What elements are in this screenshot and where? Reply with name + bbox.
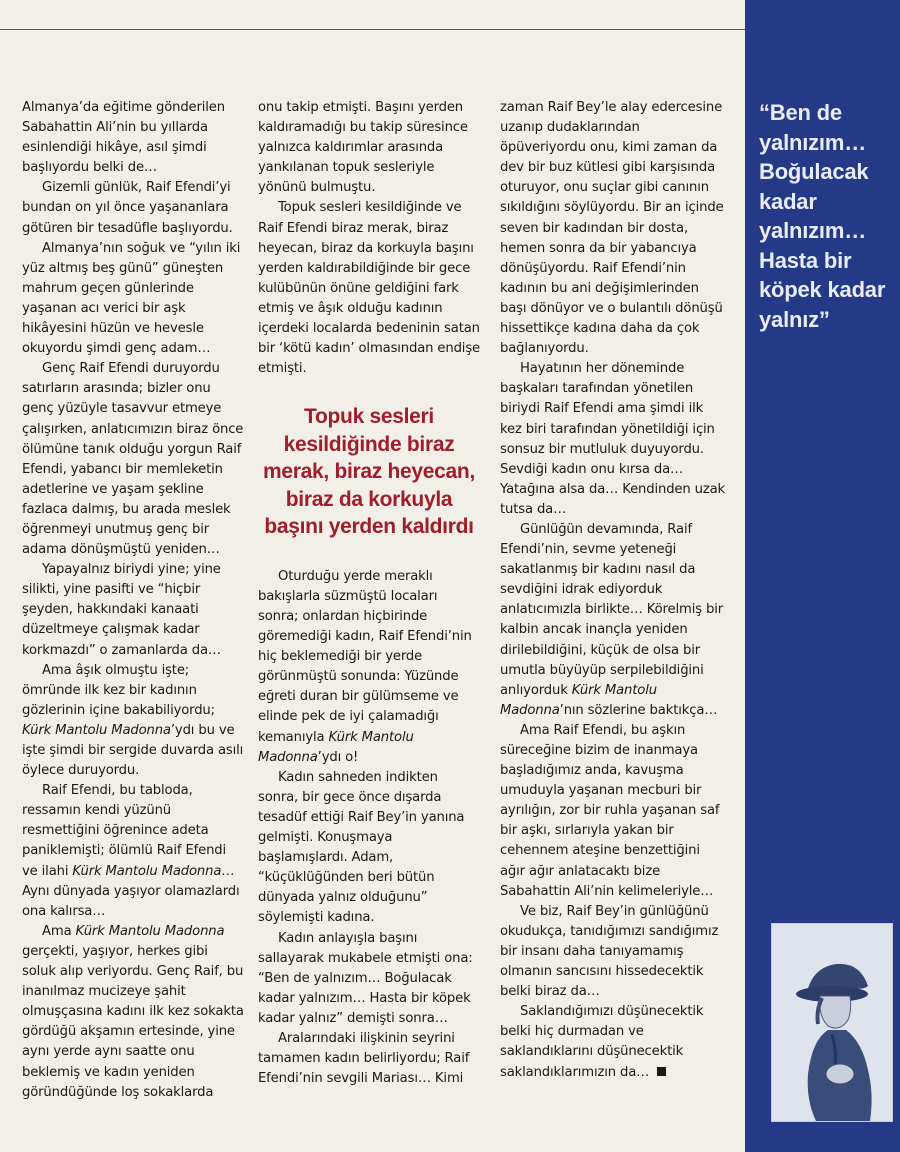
article-column-3 bbox=[500, 98, 726, 1083]
end-mark-icon bbox=[657, 1067, 666, 1076]
column-2-bottom bbox=[258, 567, 480, 1089]
article-paragraph: Aralarındaki ilişkinin seyrini tamamen kadın belirliyordu; Raif Efendi’nin sevgili Mariası… Kimi bbox=[258, 1030, 470, 1087]
article-paragraph: Almanya’nın soğuk ve “yılın iki yüz altmış beş günü” güneşten mahrum geçen günlerinde yaşanan acı verici bir aşk hikâyesini hüzün ve hevesle okuyordu şimdi genç adam… bbox=[22, 240, 241, 357]
column-2-top bbox=[258, 98, 480, 379]
article-paragraph: onu takip etmişti. Başını yerden kaldıramadığı bu takip süresince yalnızca kaldırımlar arasında yankılanan topuk sesleriyle yönünü bulmuştu. bbox=[258, 100, 468, 196]
article-paragraph: Oturduğu yerde meraklı bakışlarla süzmüştü locaları sonra; onlardan hiçbirinde göremediği kadın, Raif Efendi’nin hiç beklemediği bir yerde görünmüştü sonunda: Yüzünde eğreti duran bir gülümseme ve elinde pek de iyi çalamadığı kemanıyla Kürk Mantolu Madonna’ydı o! bbox=[258, 568, 472, 765]
portrait-illustration bbox=[771, 923, 893, 1122]
article-paragraph: Ama âşık olmuştu işte; ömründe ilk kez bir kadının gözlerinin içine bakabiliyordu; Kürk Mantolu Madonna’ydı bu ve işte şimdi bir sergide duvarda asılı öylece duruyordu. bbox=[22, 662, 244, 779]
article-paragraph: Almanya’da eğitime gönderilen Sabahattin Ali’nin bu yıllarda esinlendiği hikâye, asıl şimdi başlıyordu belki de… bbox=[22, 100, 225, 176]
pull-quote: Topuk sesleri kesildiğinde biraz merak, biraz heyecan, biraz da korkuyla başını yerden kaldırdı bbox=[263, 405, 475, 539]
article-paragraph: Günlüğün devamında, Raif Efendi’nin, sevme yeteneği sakatlanmış bir kadını nasıl da sevdiğini idrak ediyorduk anlatıcımızla birlikte… Körelmiş bir kalbin ancak inançla yeniden dirilebildiğini, küçük de olsa bir umutla büyüyüp serpilebildiğini anlıyorduk Kürk Mantolu Madonna’nın sözlerine baktıkça… bbox=[500, 521, 723, 718]
woman-in-hat-icon bbox=[772, 924, 892, 1121]
article-paragraph: Ve biz, Raif Bey’in günlüğünü okudukça, tanıdığımızı sandığımız bir insanı daha tanıyamamış olmanın sancısını hissedecektik belki biraz da… bbox=[500, 903, 719, 1000]
article-paragraph: Raif Efendi, bu tabloda, ressamın kendi yüzünü resmettiğini öğrenince adeta paniklemişti; ölümlü Raif Efendi ve ilahi Kürk Mantolu Madonna… Aynı dünyada yaşıyor olamazlardı ona kalırsa… bbox=[22, 783, 240, 919]
book-title: Kürk Mantolu Madonna bbox=[258, 729, 414, 765]
article-paragraph: Yapayalnız biriydi yine; yine silikti, yine pasifti ve “hiçbir şeyden, hakkındaki kanaati düzeltmeye çalışmak kadar korkmazdı” o zamanlarda da… bbox=[22, 562, 221, 658]
article-column-1 bbox=[22, 98, 244, 1103]
book-title: Kürk Mantolu Madonna bbox=[75, 923, 225, 939]
article-paragraph: Topuk sesleri kesildiğinde ve Raif Efendi biraz merak, biraz heyecan, biraz da korkuyla başını yerden kaldırabildiğinde bir gece kulübünün önüne geldiğini fark etmiş ve âşık olduğu kadının içerdeki localarda bedeninin satan bir ‘kötü kadın’ olmasından endişe etmişti. bbox=[258, 200, 481, 377]
book-title: Kürk Mantolu Madonna bbox=[500, 682, 657, 718]
book-title: Kürk Mantolu Madonna bbox=[22, 722, 171, 738]
article-paragraph: Ama Kürk Mantolu Madonna gerçekti, yaşıyor, herkes gibi soluk alıp veriyordu. Genç Raif, bu inanılmaz mucizeye şahit olmuşçasına kadını ilk kez sokakta gördüğü akşamın ertesinde, yine aynı yerde aynı saatte onu beklemiş ve kadın yeniden göründüğünde loş sokaklarda bbox=[22, 923, 244, 1100]
sidebar-quote: “Ben de yalnızım… Boğulacak kadar yalnızım… Hasta bir köpek kadar yalnız” bbox=[759, 100, 886, 332]
book-title: Kürk Mantolu Madonna bbox=[72, 863, 222, 879]
article-paragraph: Kadın sahneden indikten sonra, bir gece önce dışarda tesadüf ettiği Raif Bey’in yanına gelmişti. Konuşmaya başlamışlardı. Adam, “küçüklüğünden beri bütün dünyada yalnız olduğunu” söylemişti kadına. bbox=[258, 769, 465, 926]
article-paragraph: Kadın anlayışla başını sallayarak mukabele etmişti ona: “Ben de yalnızım… Boğulacak kadar yalnızım… Hasta bir köpek kadar yalnız” demişti sonra… bbox=[258, 930, 473, 1026]
article-paragraph: Hayatının her döneminde başkaları tarafından yönetilen biriydi Raif Efendi ama şimdi ilk kez biri tarafından yönetildiği için sonsuz bir mutluluk duyuyordu. Sevdiği kadın onu kırsa da… Yatağına alsa da… Kendinden uzak tutsa da… bbox=[500, 361, 726, 517]
article-paragraph: Gizemli günlük, Raif Efendi’yi bundan on yıl önce yaşananlara götüren bir tesadüfle başlıyordu. bbox=[22, 180, 233, 236]
article-paragraph: Genç Raif Efendi duruyordu satırların arasında; bizler onu genç yüzüyle tasavvur etmeye çalışırken, anlatıcımızın biraz önce ölümüne tanık olduğu yorgun Raif Efendi, yabancı bir memleketin adetlerine ve yaşam şekline fazlaca dalmış, bu arada meslek öğrenmeyi unutmuş genç bir adama dönüşmüştü yeniden… bbox=[22, 361, 244, 558]
sidebar-quote-panel bbox=[745, 0, 900, 1152]
article-paragraph: Ama Raif Efendi, bu aşkın süreceğine bizim de inanmaya başladığımız anda, kavuşma umuduyla yaşanan mecburi bir ayrılığın, zor bir ruhla yaşanan saf bir aşkı, sırlarıyla yakan bir cehennem ateşine benzettiğini ağır ağır anlatacaktı bize Sabahattin Ali’nin kelimeleriyle… bbox=[500, 722, 720, 899]
article-paragraph: Saklandığımızı düşünecektik belki hiç durmadan ve saklandıklarını düşünecektik saklandıklarımızın da… bbox=[500, 1004, 704, 1080]
article-column-2 bbox=[258, 98, 480, 1089]
article-paragraph: zaman Raif Bey’le alay edercesine uzanıp dudaklarından öpüveriyordu onu, kimi zaman da dev bir buz kütlesi gibi karşısında oturuyor, onu suçlar gibi canının sıkıldığını söylüyordu. Bir an içinde seven bir kadından bir dosta, hemen sonra da bir yabancıya dönüşüyordu. Raif Efendi’nin kadının bu ani değişimlerinden başı dönüyor ve o bulantılı dönüşü hissettikçe kadına daha da çok bağlanıyordu. bbox=[500, 100, 724, 357]
